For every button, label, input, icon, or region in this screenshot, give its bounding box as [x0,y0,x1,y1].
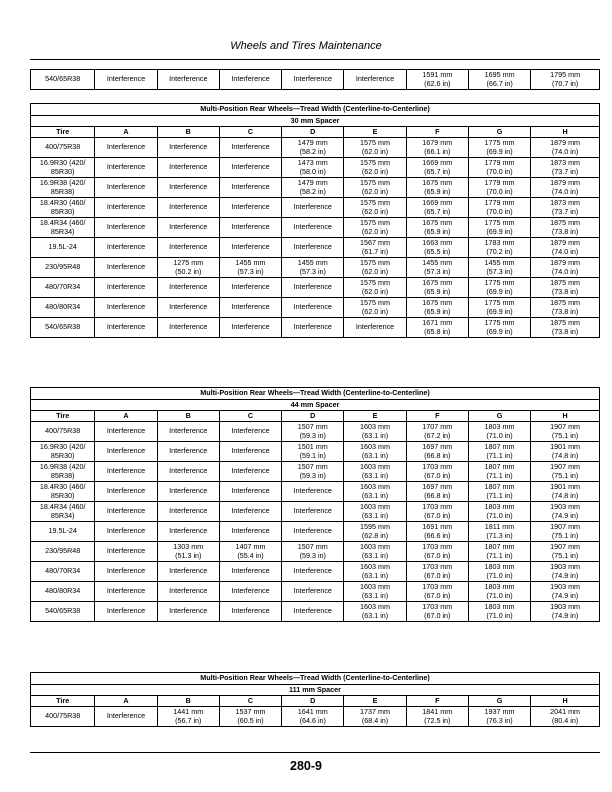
tread-width-cell: 1907 mm (75.1 in) [531,522,600,542]
tread-width-cell: Interference [219,562,281,582]
column-header-h: H [531,411,600,422]
page-header-title: Wheels and Tires Maintenance [230,40,382,52]
tread-width-cell: Interference [157,198,219,218]
tread-width-cell: 1603 mm (63.1 in) [344,602,406,622]
tread-width-cell: Interference [219,218,281,238]
tread-width-cell: 1703 mm (67.0 in) [406,502,468,522]
tread-width-cell: 1603 mm (63.1 in) [344,502,406,522]
tread-width-cell: 1567 mm (61.7 in) [344,238,406,258]
tread-width-cell: 1603 mm (63.1 in) [344,542,406,562]
tread-width-cell: 2041 mm (80.4 in) [531,707,600,727]
tread-width-cell: 1595 mm (62.8 in) [344,522,406,542]
tire-size-cell: 230/95R48 [31,258,95,278]
tire-size-cell: 540/65R38 [31,602,95,622]
tread-width-cell: Interference [282,482,344,502]
tread-width-cell: Interference [157,238,219,258]
column-header-g: G [468,696,530,707]
tire-size-cell: 18.4R30 (460/ 85R30) [31,482,95,502]
tread-width-cell: Interference [282,238,344,258]
tire-size-cell: 480/70R34 [31,562,95,582]
tread-width-cell: Interference [95,278,157,298]
tread-width-cell: Interference [95,522,157,542]
tread-width-cell: Interference [219,462,281,482]
tread-width-cell: Interference [157,482,219,502]
tread-width-cell: Interference [282,278,344,298]
tread-width-cell: Interference [95,298,157,318]
tread-width-cell: 1903 mm (74.9 in) [531,602,600,622]
table-title: Multi-Position Rear Wheels—Tread Width (Centerline-to-Centerline) [31,388,600,400]
tread-width-cell: Interference [219,198,281,218]
tread-width-cell: Interference [95,178,157,198]
tread-width-cell: Interference [95,602,157,622]
tread-width-cell: 1875 mm (73.8 in) [531,278,600,298]
table-row [31,522,600,542]
table-row [31,462,600,482]
tread-width-cell: 1507 mm (59.3 in) [282,462,344,482]
tread-width-cell: Interference [95,318,157,338]
tire-size-cell: 400/75R38 [31,707,95,727]
tire-size-cell: 18.4R34 (460/ 85R34) [31,218,95,238]
tread-width-cell: Interference [95,562,157,582]
tread-width-cell: Interference [95,138,157,158]
tread-width-cell: 1901 mm (74.8 in) [531,482,600,502]
tread-width-cell: Interference [157,442,219,462]
tread-width-cell: Interference [95,158,157,178]
tread-width-cell: Interference [219,502,281,522]
table-row [31,70,600,90]
tire-size-cell: 16.9R38 (420/ 85R38) [31,178,95,198]
tread-width-cell: 1903 mm (74.9 in) [531,582,600,602]
tread-width-cell: 1879 mm (74.0 in) [531,138,600,158]
tread-width-table-30mm [30,103,600,338]
tread-width-cell: Interference [282,502,344,522]
tread-width-cell: Interference [157,422,219,442]
page-number: 280-9 [290,759,322,773]
tread-width-cell: 1695 mm (66.7 in) [469,70,531,90]
column-header-f: F [406,127,468,138]
tread-width-cell: Interference [157,462,219,482]
tread-width-cell: Interference [157,138,219,158]
tread-width-cell: 1603 mm (63.1 in) [344,582,406,602]
tread-width-cell: 1907 mm (75.1 in) [531,462,600,482]
table-row [31,442,600,462]
tread-width-cell: Interference [157,318,219,338]
tread-width-cell: Interference [219,298,281,318]
column-header-b: B [157,411,219,422]
tread-width-cell: Interference [282,70,344,90]
tread-width-cell: 1775 mm (69.9 in) [468,278,530,298]
tread-width-cell: 1575 mm (62.0 in) [344,178,406,198]
tread-width-cell: 1779 mm (70.0 in) [468,198,530,218]
column-header-d: D [282,696,344,707]
tread-width-cell: Interference [157,218,219,238]
table-row [31,158,600,178]
tread-width-cell: 1879 mm (74.0 in) [531,178,600,198]
tread-width-cell: 1663 mm (65.5 in) [406,238,468,258]
tread-width-cell: Interference [344,318,406,338]
tread-width-cell: 1603 mm (63.1 in) [344,422,406,442]
tread-width-cell: 1879 mm (74.0 in) [531,258,600,278]
tread-width-cell: 1575 mm (62.0 in) [344,298,406,318]
column-header-f: F [406,696,468,707]
table-row [31,138,600,158]
tread-width-cell: 1779 mm (70.0 in) [468,178,530,198]
tread-width-cell: Interference [344,70,406,90]
tread-width-cell: Interference [219,70,281,90]
column-header-b: B [157,127,219,138]
tread-width-cell: Interference [219,178,281,198]
table-row [31,502,600,522]
tread-width-cell: 1937 mm (76.3 in) [468,707,530,727]
tread-width-cell: Interference [219,318,281,338]
table-row [31,422,600,442]
tread-width-cell: Interference [157,298,219,318]
tread-width-cell: 1697 mm (66.8 in) [406,482,468,502]
tread-width-cell: 1875 mm (73.8 in) [531,218,600,238]
tread-width-cell: Interference [95,707,157,727]
tread-width-cell: 1811 mm (71.3 in) [468,522,530,542]
tread-width-cell: Interference [95,218,157,238]
tire-size-cell: 540/65R38 [31,318,95,338]
tread-width-cell: Interference [157,278,219,298]
tread-width-cell: 1803 mm (71.0 in) [468,582,530,602]
tire-size-cell: 230/95R48 [31,542,95,562]
tread-width-cell: 1455 mm (57.3 in) [468,258,530,278]
tread-width-cell: 1807 mm (71.1 in) [468,462,530,482]
tread-width-cell: 1675 mm (65.9 in) [406,218,468,238]
tread-width-cell: Interference [219,442,281,462]
column-header-d: D [282,127,344,138]
tread-width-cell: Interference [282,218,344,238]
tread-width-cell: Interference [95,542,157,562]
column-header-c: C [219,411,281,422]
tread-width-cell: Interference [157,562,219,582]
tread-width-cell: 1303 mm (51.3 in) [157,542,219,562]
column-header-c: C [219,696,281,707]
column-header-h: H [531,127,600,138]
tread-width-cell: Interference [282,318,344,338]
tread-width-cell: 1807 mm (71.1 in) [468,482,530,502]
header-rule [30,59,600,60]
tread-width-cell: 1455 mm (57.3 in) [219,258,281,278]
tire-size-cell: 16.9R38 (420/ 85R38) [31,462,95,482]
tread-width-cell: Interference [95,442,157,462]
tread-width-cell: 1507 mm (59.3 in) [282,422,344,442]
tread-width-cell: 1575 mm (62.0 in) [344,278,406,298]
tread-width-cell: 1803 mm (71.0 in) [468,502,530,522]
column-header-tire: Tire [31,696,95,707]
tread-width-cell: 1603 mm (63.1 in) [344,462,406,482]
tread-width-cell: 1807 mm (71.1 in) [468,542,530,562]
column-header-e: E [344,127,406,138]
tire-size-cell: 16.9R30 (420/ 85R30) [31,442,95,462]
tread-width-table-44mm [30,387,600,622]
tread-width-cell: Interference [282,198,344,218]
table-row [31,318,600,338]
tread-width-cell: 1479 mm (58.2 in) [282,178,344,198]
tread-width-cell: 1603 mm (63.1 in) [344,562,406,582]
tread-width-cell: 1703 mm (67.0 in) [406,462,468,482]
tread-width-cell: Interference [282,562,344,582]
tread-width-cell: 1703 mm (67.0 in) [406,582,468,602]
tread-width-cell: 1671 mm (65.8 in) [406,318,468,338]
tread-width-table-111mm [30,672,600,727]
tread-width-cell: Interference [95,502,157,522]
tread-width-cell: 1703 mm (67.0 in) [406,562,468,582]
column-header-c: C [219,127,281,138]
tread-width-cell: Interference [95,462,157,482]
table-title: Multi-Position Rear Wheels—Tread Width (Centerline-to-Centerline) [31,104,600,116]
table-row [31,198,600,218]
tread-width-cell: 1795 mm (70.7 in) [531,70,600,90]
tread-width-cell: Interference [219,482,281,502]
tire-size-cell: 400/75R38 [31,138,95,158]
tread-width-cell: 1907 mm (75.1 in) [531,542,600,562]
tread-width-cell: 1479 mm (58.2 in) [282,138,344,158]
continued-table [30,69,600,90]
tread-width-cell: 1455 mm (57.3 in) [282,258,344,278]
table-row [31,562,600,582]
column-header-g: G [468,127,530,138]
tread-width-cell: Interference [282,602,344,622]
table-row [31,238,600,258]
tread-width-cell: Interference [95,482,157,502]
tread-width-cell: 1575 mm (62.0 in) [344,158,406,178]
tread-width-cell: 1669 mm (65.7 in) [406,158,468,178]
tread-width-cell: 1779 mm (70.0 in) [468,158,530,178]
tread-width-cell: Interference [282,522,344,542]
tread-width-cell: 1783 mm (70.2 in) [468,238,530,258]
tread-width-cell: 1675 mm (65.9 in) [406,178,468,198]
column-header-a: A [95,127,157,138]
tread-width-cell: 1455 mm (57.3 in) [406,258,468,278]
tread-width-cell: Interference [157,178,219,198]
table-row [31,482,600,502]
tread-width-cell: 1703 mm (67.0 in) [406,602,468,622]
tread-width-cell: Interference [157,602,219,622]
tread-width-cell: 1879 mm (74.0 in) [531,238,600,258]
table-row [31,298,600,318]
tread-width-cell: Interference [219,522,281,542]
column-header-h: H [531,696,600,707]
tread-width-cell: 1575 mm (62.0 in) [344,218,406,238]
tread-width-cell: Interference [219,238,281,258]
tread-width-cell: Interference [219,582,281,602]
tread-width-cell: 1803 mm (71.0 in) [468,562,530,582]
tread-width-cell: 1441 mm (56.7 in) [157,707,219,727]
tread-width-cell: 1775 mm (69.9 in) [468,318,530,338]
table-title: Multi-Position Rear Wheels—Tread Width (Centerline-to-Centerline) [31,673,600,685]
spacer-label: 44 mm Spacer [31,400,600,411]
tread-width-cell: 1407 mm (55.4 in) [219,542,281,562]
table-row [31,258,600,278]
tread-width-cell: Interference [95,422,157,442]
table-row [31,582,600,602]
tread-width-cell: 1873 mm (73.7 in) [531,198,600,218]
tire-size-cell: 19.5L-24 [31,522,95,542]
tread-width-cell: Interference [157,70,219,90]
tread-width-cell: 1901 mm (74.8 in) [531,442,600,462]
tread-width-cell: Interference [219,422,281,442]
tread-width-cell: 1803 mm (71.0 in) [468,422,530,442]
tread-width-cell: Interference [219,158,281,178]
tire-size-cell: 400/75R38 [31,422,95,442]
tread-width-cell: 1591 mm (62.6 in) [406,70,468,90]
tread-width-cell: Interference [219,278,281,298]
tire-size-cell: 480/80R34 [31,582,95,602]
tread-width-cell: 1807 mm (71.1 in) [468,442,530,462]
tread-width-cell: Interference [157,502,219,522]
tire-size-cell: 18.4R30 (460/ 85R30) [31,198,95,218]
column-header-b: B [157,696,219,707]
tread-width-cell: 1775 mm (69.9 in) [468,218,530,238]
table-row [31,602,600,622]
tire-size-cell: 480/80R34 [31,298,95,318]
tread-width-cell: 1603 mm (63.1 in) [344,442,406,462]
tread-width-cell: Interference [157,522,219,542]
tread-width-cell: Interference [95,238,157,258]
column-header-a: A [95,696,157,707]
tire-size-cell: 540/65R38 [31,70,95,90]
tread-width-cell: Interference [282,582,344,602]
table-row [31,707,600,727]
tread-width-cell: 1903 mm (74.9 in) [531,562,600,582]
tread-width-cell: Interference [95,582,157,602]
tread-width-cell: 1775 mm (69.9 in) [468,298,530,318]
tread-width-cell: 1473 mm (58.0 in) [282,158,344,178]
tread-width-cell: 1675 mm (65.9 in) [406,278,468,298]
tread-width-cell: 1675 mm (65.9 in) [406,298,468,318]
tread-width-cell: 1803 mm (71.0 in) [468,602,530,622]
tread-width-cell: 1737 mm (68.4 in) [344,707,406,727]
tread-width-cell: Interference [95,258,157,278]
column-header-tire: Tire [31,411,95,422]
spacer-label: 30 mm Spacer [31,116,600,127]
column-header-g: G [468,411,530,422]
tread-width-cell: 1575 mm (62.0 in) [344,198,406,218]
table-row [31,278,600,298]
tread-width-cell: 1501 mm (59.1 in) [282,442,344,462]
tire-size-cell: 19.5L-24 [31,238,95,258]
tread-width-cell: 1841 mm (72.5 in) [406,707,468,727]
tire-size-cell: 16.9R30 (420/ 85R30) [31,158,95,178]
tread-width-cell: 1641 mm (64.6 in) [282,707,344,727]
table-row [31,178,600,198]
tread-width-cell: 1507 mm (59.3 in) [282,542,344,562]
spacer-label: 111 mm Spacer [31,685,600,696]
tread-width-cell: Interference [219,138,281,158]
tread-width-cell: 1775 mm (69.9 in) [468,138,530,158]
tire-size-cell: 18.4R34 (460/ 85R34) [31,502,95,522]
tread-width-cell: 1703 mm (67.0 in) [406,542,468,562]
tread-width-cell: 1603 mm (63.1 in) [344,482,406,502]
column-header-a: A [95,411,157,422]
tread-width-cell: 1707 mm (67.2 in) [406,422,468,442]
tread-width-cell: 1903 mm (74.9 in) [531,502,600,522]
tread-width-cell: 1575 mm (62.0 in) [344,258,406,278]
tread-width-cell: Interference [219,602,281,622]
table-row [31,218,600,238]
tread-width-cell: Interference [157,158,219,178]
tread-width-cell: 1875 mm (73.8 in) [531,318,600,338]
footer-rule [30,752,600,753]
tread-width-cell: Interference [157,582,219,602]
column-header-e: E [344,696,406,707]
column-header-d: D [282,411,344,422]
column-header-tire: Tire [31,127,95,138]
table-row [31,542,600,562]
column-header-e: E [344,411,406,422]
tread-width-cell: Interference [282,298,344,318]
tread-width-cell: 1537 mm (60.5 in) [219,707,281,727]
tread-width-cell: 1275 mm (50.2 in) [157,258,219,278]
tread-width-cell: 1679 mm (66.1 in) [406,138,468,158]
tread-width-cell: Interference [95,198,157,218]
tread-width-cell: 1697 mm (66.8 in) [406,442,468,462]
tire-size-cell: 480/70R34 [31,278,95,298]
tread-width-cell: 1575 mm (62.0 in) [344,138,406,158]
tread-width-cell: 1669 mm (65.7 in) [406,198,468,218]
tread-width-cell: 1875 mm (73.8 in) [531,298,600,318]
tread-width-cell: 1907 mm (75.1 in) [531,422,600,442]
column-header-f: F [406,411,468,422]
tread-width-cell: Interference [95,70,157,90]
tread-width-cell: 1691 mm (66.6 in) [406,522,468,542]
tread-width-cell: 1873 mm (73.7 in) [531,158,600,178]
